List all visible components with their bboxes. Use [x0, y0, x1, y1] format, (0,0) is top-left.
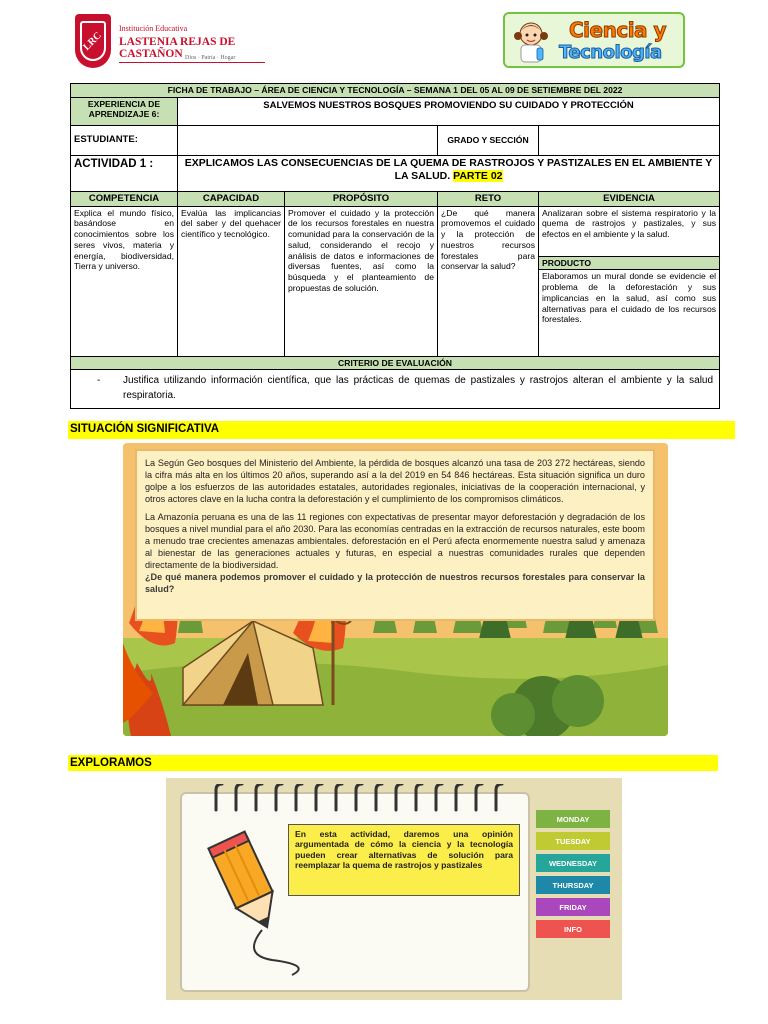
exploramos-title: EXPLORAMOS: [68, 755, 718, 771]
criterio-text: Justifica utilizando información científica, que las prácticas de quemas de pastizales y rastrojos alteran el ambiente y la salud respiratoria.: [123, 375, 714, 402]
school-motto: Dios · Patria · Hogar: [185, 55, 236, 61]
criterio-bullet: -: [97, 375, 101, 387]
logo-title-line1: Ciencia y: [569, 18, 667, 42]
criterio-label: CRITERIO DE EVALUACIÓN: [71, 356, 720, 370]
scientist-kid-icon: [509, 18, 553, 66]
evidencia-text: Analizaran sobre el sistema respiratorio y la quema de rastrojos y pastizales, y sus efectos en el ambiente y la salud.: [539, 206, 720, 256]
situacion-paragraph-1: La Según Geo bosques del Ministerio del Ambiente, la pérdida de bosques alcanzó una tasa de 203 272 hectáreas, siendo la cifra más alta en los últimos 20 años, superando así a la del 2019 en 54 846 hectáreas. Esta situación significa un duro golpe a los esfuerzos de las autoridades estatales, autoridades regionales, iniciativas de la cooperación internacional, y otros actores clave en la lucha contra la deforestación y el cumplimiento de los compromisos climáticos.: [145, 458, 645, 504]
exploramos-illustration: [166, 778, 622, 1000]
experiencia-label: EXPERIENCIA DE APRENDIZAJE 6:: [71, 97, 178, 125]
tab-info[interactable]: INFO: [536, 920, 610, 938]
actividad-part: PARTE 02: [453, 169, 503, 182]
grado-field[interactable]: [539, 125, 720, 155]
logo-title-line2: Tecnología: [559, 42, 662, 63]
tab-thursday[interactable]: THURSDAY: [536, 876, 610, 894]
situacion-question: ¿De qué manera podemos promover el cuidado y la protección de nuestros recursos forestales para conservar la salud?: [145, 572, 645, 594]
header-evidencia: EVIDENCIA: [539, 191, 720, 206]
school-shield-icon: [75, 14, 111, 68]
tab-tuesday[interactable]: TUESDAY: [536, 832, 610, 850]
notebook-rings-icon: [210, 784, 510, 814]
criterio-row: [71, 370, 720, 409]
estudiante-field[interactable]: [178, 125, 438, 155]
tab-monday[interactable]: MONDAY: [536, 810, 610, 828]
school-logo: [75, 14, 265, 70]
producto-text: Elaboramos un mural donde se evidencie el problema de la deforestación y sus implicancias en la salud, así como sus alternativas para el cuidado de los recursos forestales.: [539, 270, 720, 356]
header-capacidad: CAPACIDAD: [178, 191, 285, 206]
grado-label: GRADO Y SECCIÓN: [438, 125, 539, 155]
header-competencia: COMPETENCIA: [71, 191, 178, 206]
worksheet-table: [70, 83, 720, 409]
competencia-text: Explica el mundo físico, basándose en conocimientos sobre los seres vivos, materia y energía, biodiversidad, Tierra y universo.: [71, 206, 178, 356]
situacion-paragraph-2: La Amazonía peruana es una de las 11 regiones con expectativas de presentar mayor deforestación y degradación de los bosques a nivel mundial para el año 2030. Para las economías centradas en la extracción de recursos naturales, este boom a menudo trae crecientes amenazas ambientales. deforestación en el Perú afecta enormemente nuestra salud y amenaza al bienestar de las generaciones actuales y futuras, en especial a nuestras comunidades rurales que dependen directamente de la biodiversidad.: [145, 512, 645, 570]
school-type: Institución Educativa: [119, 24, 188, 33]
shield-text: LRC: [81, 29, 105, 53]
exploramos-textbox: En esta actividad, daremos una opinión argumentada de cómo la ciencia y la tecnología pueden crear alternativas de solución para reemplazar la quema de rastrojos y pastizales: [288, 824, 520, 896]
header-proposito: PROPÓSITO: [285, 191, 438, 206]
experiencia-value: SALVEMOS NUESTROS BOSQUES PROMOVIENDO SU CUIDADO Y PROTECCIÓN: [178, 97, 720, 125]
situacion-title: SITUACIÓN SIGNIFICATIVA: [68, 421, 735, 439]
situacion-illustration: [123, 443, 668, 736]
science-logo: [503, 12, 685, 68]
school-name: LASTENIA REJAS DE CASTAÑON: [119, 36, 265, 63]
actividad-title: [178, 155, 720, 191]
producto-label: PRODUCTO: [539, 256, 720, 270]
capacidad-text: Evalúa las implicancias del saber y del quehacer científico y tecnológico.: [178, 206, 285, 356]
estudiante-label: ESTUDIANTE:: [71, 125, 178, 155]
situacion-textbox: [135, 449, 655, 621]
actividad-label: ACTIVIDAD 1 :: [71, 155, 178, 191]
ficha-title: FICHA DE TRABAJO – ÁREA DE CIENCIA Y TECNOLOGÍA – SEMANA 1 DEL 05 AL 09 DE SETIEMBRE DEL 2022: [71, 84, 720, 98]
reto-text: ¿De qué manera promovemos el cuidado y la protección de nuestros recursos forestales para conservar la salud?: [438, 206, 539, 356]
header-reto: RETO: [438, 191, 539, 206]
tab-wednesday[interactable]: WEDNESDAY: [536, 854, 610, 872]
actividad-value: EXPLICAMOS LAS CONSECUENCIAS DE LA QUEMA DE RASTROJOS Y PASTIZALES EN EL AMBIENTE Y LA SALUD.: [184, 156, 713, 182]
proposito-text: Promover el cuidado y la protección de los recursos forestales en nuestra comunidad para la conservación de la salud, considerando el recojo y análisis de datos e informaciones de diversas fuentes, así como la búsqueda y el planteamiento de propuestas de solución.: [285, 206, 438, 356]
tab-friday[interactable]: FRIDAY: [536, 898, 610, 916]
